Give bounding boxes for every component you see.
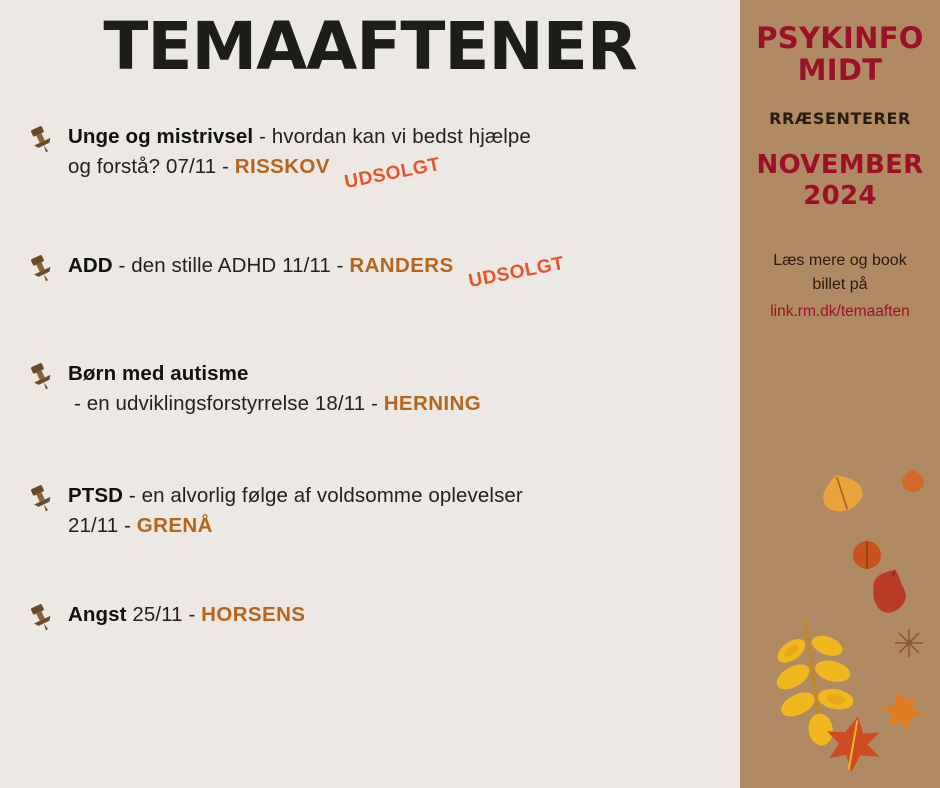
month-label: NOVEMBER bbox=[756, 149, 924, 180]
event-desc-cont: 21/11 - bbox=[68, 513, 137, 537]
status-badge: UDSOLGT bbox=[466, 253, 566, 293]
event-text bbox=[68, 481, 740, 540]
event-text bbox=[68, 122, 740, 193]
year-label: 2024 bbox=[803, 180, 877, 211]
event-title: Unge og mistrivsel bbox=[68, 125, 254, 148]
event-title: Angst bbox=[68, 603, 127, 627]
event-city: HORSENS bbox=[201, 603, 306, 627]
pushpin-icon bbox=[26, 602, 56, 632]
booking-link[interactable]: link.rm.dk/temaaften bbox=[770, 303, 910, 321]
date-label bbox=[740, 150, 940, 211]
event-desc: - en udviklingsforstyrrelse 18/11 - bbox=[74, 392, 384, 416]
leaf-icon bbox=[868, 572, 912, 621]
list-item bbox=[26, 481, 740, 540]
leaf-icon bbox=[868, 566, 908, 611]
pushpin-icon bbox=[26, 483, 56, 513]
event-desc: - den stille ADHD 11/11 - bbox=[112, 254, 350, 278]
event-text bbox=[68, 600, 740, 630]
leaf-icon bbox=[850, 538, 884, 577]
leaf-icon bbox=[822, 714, 884, 781]
event-title: PTSD bbox=[68, 483, 124, 507]
leaf-icon bbox=[818, 472, 866, 519]
event-desc: 25/11 - bbox=[126, 603, 202, 627]
pushpin-icon bbox=[26, 124, 56, 154]
presents-label: RRÆSENTERER bbox=[769, 108, 911, 128]
sidebar bbox=[740, 0, 940, 788]
list-item bbox=[26, 359, 740, 418]
event-city: RISSKOV bbox=[234, 154, 330, 178]
booking-line-1: Læs mere og book bbox=[773, 252, 907, 270]
leaf-icon bbox=[878, 688, 926, 741]
event-city: RANDERS bbox=[349, 254, 454, 278]
event-text bbox=[68, 251, 740, 293]
brand-name bbox=[740, 0, 940, 87]
event-title: Børn med autisme bbox=[68, 362, 249, 386]
event-desc: - en alvorlig følge af voldsomme oplevelser bbox=[123, 483, 523, 507]
list-item bbox=[26, 251, 740, 291]
leaf-icon bbox=[892, 626, 926, 665]
pushpin-icon bbox=[26, 253, 56, 283]
status-badge: UDSOLGT bbox=[342, 153, 442, 193]
leaf-icon bbox=[770, 612, 858, 757]
list-item bbox=[26, 600, 740, 640]
booking-info bbox=[750, 249, 930, 323]
brand-line-1: PSYKINFO bbox=[756, 21, 924, 55]
booking-line-2: billet på bbox=[812, 276, 868, 294]
list-item bbox=[26, 122, 740, 193]
event-list bbox=[0, 122, 740, 640]
brand-line-2: MIDT bbox=[797, 53, 883, 88]
event-desc-cont: og forstå? 07/11 - bbox=[68, 154, 235, 178]
event-city: GRENÅ bbox=[136, 513, 213, 537]
event-desc: - hvordan kan vi bedst hjælpe bbox=[253, 125, 531, 148]
page-title: TEMAAFTENER bbox=[103, 8, 637, 85]
event-text bbox=[68, 359, 740, 418]
leaf-icon bbox=[900, 468, 926, 499]
pushpin-icon bbox=[26, 361, 56, 391]
event-city: HERNING bbox=[383, 392, 482, 416]
event-title: ADD bbox=[68, 254, 113, 278]
